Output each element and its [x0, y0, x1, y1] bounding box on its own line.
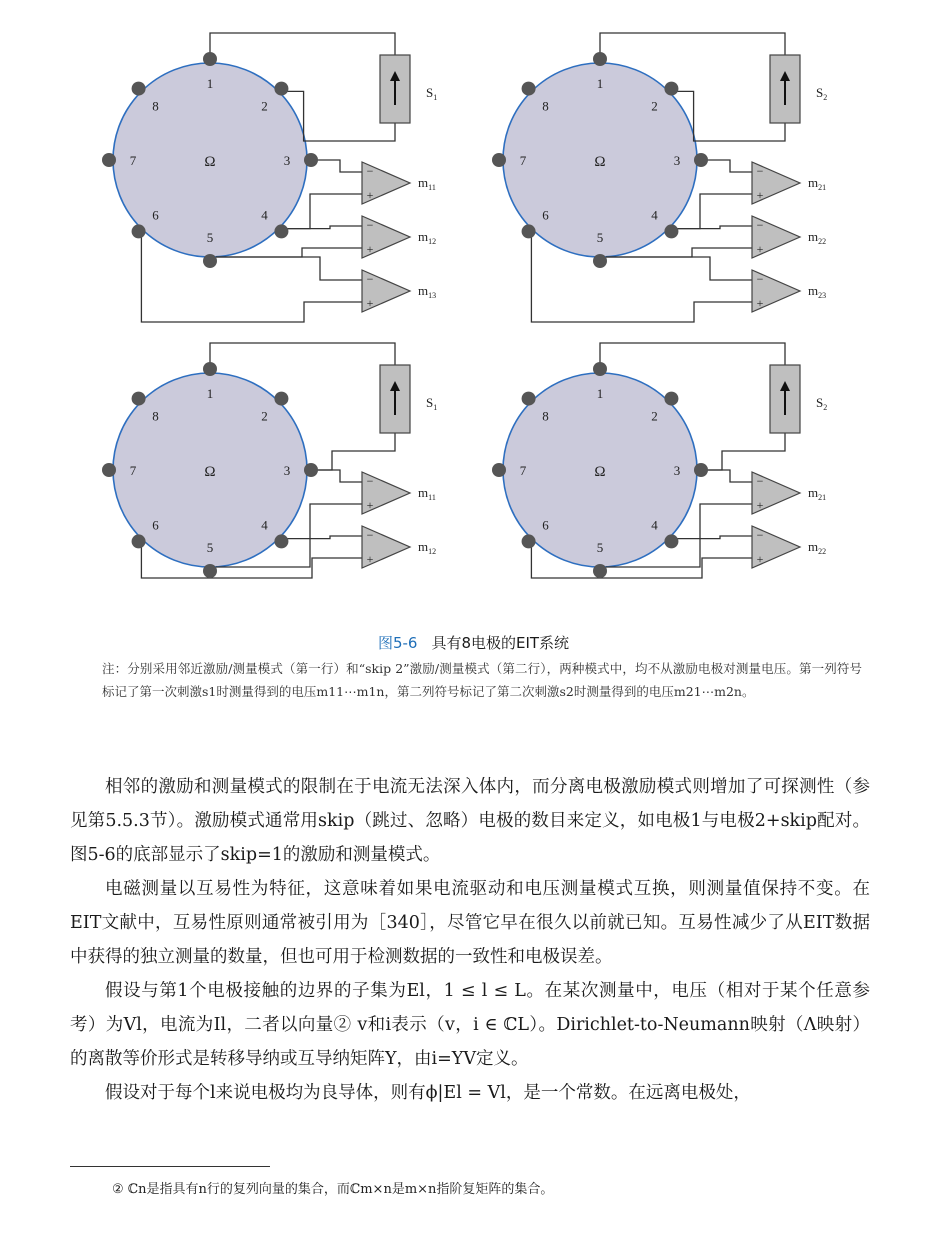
- amp-minus-wire: [606, 257, 752, 280]
- amp-plus: +: [756, 296, 764, 310]
- eit-panel-4: [492, 343, 827, 578]
- amp-minus-wire: [703, 160, 752, 172]
- electrode: [522, 82, 536, 96]
- amp-plus: +: [366, 188, 374, 202]
- measurement-label: $m_{11}$: [418, 175, 436, 192]
- electrode-label: 2: [261, 98, 268, 114]
- amplifier-1: [752, 472, 826, 514]
- measurement-label: $m_{13}$: [418, 283, 437, 300]
- electrode-label: 6: [152, 517, 159, 533]
- measurement-label: $m_{11}$: [418, 485, 436, 502]
- electrode: [102, 463, 116, 477]
- eit-panel-2: [492, 33, 827, 322]
- source-wire-top: [600, 33, 785, 63]
- electrode-label: 4: [651, 207, 658, 223]
- electrode: [132, 224, 146, 238]
- amplifier-2: [362, 216, 436, 258]
- amplifier-1: [362, 162, 436, 204]
- omega-label: Ω: [204, 154, 216, 170]
- electrode-label: 3: [283, 463, 291, 478]
- omega-label: Ω: [594, 464, 606, 480]
- electrode-label: 5: [596, 540, 604, 555]
- source-wire-top: [210, 343, 395, 373]
- electrode-label: 8: [152, 408, 159, 424]
- source-wire-bottom: [315, 433, 395, 470]
- electrode: [492, 153, 506, 167]
- amplifier-2: [752, 526, 826, 568]
- electrode-label: 1: [596, 386, 604, 401]
- paragraph-3: 假设与第1个电极接触的边界的子集为El，1 ≤ l ≤ L。在某次测量中，电压（相对于某个任意参考）为Vl，电流为Il，二者以向量② v和i表示（v，i ∈ ℂL）。Dirichlet-to-Neumann映射（Λ映射）的离散等价形式是转移导纳或互导纳矩阵Y，由i=YV定义。: [70, 981, 870, 1069]
- amp-minus: −: [366, 528, 374, 542]
- source-wire-top: [210, 33, 395, 63]
- electrode-label: 4: [651, 517, 658, 533]
- amp-minus: −: [756, 272, 764, 286]
- amp-minus: −: [756, 474, 764, 488]
- electrode: [132, 392, 146, 406]
- source-label: $S_1$: [426, 395, 438, 412]
- electrode-label: 6: [542, 207, 549, 223]
- amp-plus: +: [366, 552, 374, 566]
- figure-number: 图5-6: [377, 634, 418, 652]
- electrode: [522, 534, 536, 548]
- electrode: [203, 362, 217, 376]
- electrode-label: 8: [152, 98, 159, 114]
- electrode: [664, 392, 678, 406]
- omega-label: Ω: [594, 154, 606, 170]
- electrode-label: 8: [542, 408, 549, 424]
- amp-plus: +: [756, 242, 764, 256]
- electrode: [102, 153, 116, 167]
- electrode: [593, 564, 607, 578]
- amp-plus: +: [756, 188, 764, 202]
- amplifier-2: [752, 216, 826, 258]
- amplifier-1: [752, 162, 826, 204]
- electrode-label: 5: [596, 230, 604, 245]
- amp-minus: −: [756, 528, 764, 542]
- measurement-label: $m_{21}$: [808, 175, 827, 192]
- electrode-label: 4: [261, 517, 268, 533]
- measurement-label: $m_{12}$: [418, 229, 437, 246]
- measurement-label: $m_{22}$: [808, 229, 827, 246]
- amp-minus: −: [756, 218, 764, 232]
- measurement-label: $m_{12}$: [418, 539, 437, 556]
- electrode: [203, 564, 217, 578]
- electrode: [593, 254, 607, 268]
- amp-minus: −: [366, 272, 374, 286]
- electrode: [274, 82, 288, 96]
- source-wire-top: [600, 343, 785, 373]
- measurement-label: $m_{23}$: [808, 283, 827, 300]
- figure-caption: [0, 632, 947, 653]
- electrode-label: 1: [206, 76, 214, 91]
- electrode-label: 2: [261, 408, 268, 424]
- electrode: [492, 463, 506, 477]
- electrode: [274, 224, 288, 238]
- amp-minus-wire: [216, 257, 362, 280]
- eit-panel-3: [102, 343, 437, 578]
- amplifier-3: [752, 270, 826, 312]
- amplifier-3: [362, 270, 436, 312]
- amp-minus-wire: [285, 226, 362, 229]
- electrode-label: 6: [152, 207, 159, 223]
- electrode: [203, 254, 217, 268]
- amp-minus: −: [366, 164, 374, 178]
- electrode: [664, 82, 678, 96]
- electrode: [203, 52, 217, 66]
- paragraph-4: 假设对于每个l来说电极均为良导体，则有ϕ|El = Vl，是一个常数。在远离电极处，: [105, 1083, 751, 1103]
- electrode: [132, 534, 146, 548]
- electrode-label: 5: [206, 230, 214, 245]
- amp-minus-wire: [703, 470, 752, 482]
- electrode-label: 3: [283, 153, 291, 168]
- source-label: $S_2$: [816, 395, 828, 412]
- electrode-label: 3: [673, 463, 681, 478]
- electrode: [694, 153, 708, 167]
- electrode: [522, 224, 536, 238]
- electrode-label: 1: [206, 386, 214, 401]
- measurement-label: $m_{21}$: [808, 485, 827, 502]
- electrode-label: 4: [261, 207, 268, 223]
- amp-minus-wire: [285, 536, 362, 539]
- electrode: [132, 82, 146, 96]
- source-label: $S_2$: [816, 85, 828, 102]
- amp-plus: +: [756, 498, 764, 512]
- amp-plus: +: [366, 296, 374, 310]
- electrode-label: 3: [673, 153, 681, 168]
- amp-minus-wire: [675, 536, 752, 539]
- electrode-label: 7: [129, 153, 137, 168]
- electrode-label: 2: [651, 98, 658, 114]
- electrode-label: 8: [542, 98, 549, 114]
- electrode: [664, 534, 678, 548]
- amp-plus: +: [366, 498, 374, 512]
- source-label: $S_1$: [426, 85, 438, 102]
- amplifier-2: [362, 526, 436, 568]
- electrode: [694, 463, 708, 477]
- electrode-label: 1: [596, 76, 604, 91]
- omega-label: Ω: [204, 464, 216, 480]
- paragraph-2: 电磁测量以互易性为特征，这意味着如果电流驱动和电压测量模式互换，则测量值保持不变。在EIT文献中，互易性原则通常被引用为［340］，尽管它早在很久以前就已知。互易性减少了从EIT数据中获得的独立测量的数量，但也可用于检测数据的一致性和电极误差。: [70, 879, 870, 967]
- amp-minus: −: [366, 218, 374, 232]
- amp-minus-wire: [313, 470, 362, 482]
- electrode: [274, 392, 288, 406]
- amp-plus: +: [756, 552, 764, 566]
- eit-panel-1: [102, 33, 437, 322]
- footnote-rule: [70, 1166, 270, 1167]
- electrode: [274, 534, 288, 548]
- footnote: ② ℂn是指具有n行的复列向量的集合，而ℂm×n是m×n指阶复矩阵的集合。: [112, 1182, 554, 1197]
- amp-plus: +: [366, 242, 374, 256]
- electrode: [304, 463, 318, 477]
- electrode-label: 6: [542, 517, 549, 533]
- electrode: [593, 52, 607, 66]
- measurement-label: $m_{22}$: [808, 539, 827, 556]
- electrode-label: 5: [206, 540, 214, 555]
- electrode: [304, 153, 318, 167]
- electrode-label: 7: [129, 463, 137, 478]
- body-text: [70, 770, 870, 1110]
- electrode-label: 2: [651, 408, 658, 424]
- amplifier-1: [362, 472, 436, 514]
- source-wire-bottom: [705, 433, 785, 470]
- electrode-label: 7: [519, 463, 527, 478]
- amp-minus: −: [756, 164, 764, 178]
- electrode: [664, 224, 678, 238]
- amp-minus: −: [366, 474, 374, 488]
- figure-title: 具有8电极的EIT系统: [431, 634, 570, 652]
- paragraph-1: 相邻的激励和测量模式的限制在于电流无法深入体内，而分离电极激励模式则增加了可探测性（参见第5.5.3节）。激励模式通常用skip（跳过、忽略）电极的数目来定义，如电极1与电极2+skip配对。图5-6的底部显示了skip=1的激励和测量模式。: [70, 777, 870, 865]
- electrode-label: 7: [519, 153, 527, 168]
- figure-note: 注：分别采用邻近激励/测量模式（第一行）和“skip 2”激励/测量模式（第二行），两种模式中，均不从激励电极对测量电压。第一列符号标记了第一次刺激s1时测量得到的电压m11⋯m1n，第二列符号标记了第二次刺激s2时测量得到的电压m21⋯m2n。: [102, 661, 862, 699]
- electrode: [522, 392, 536, 406]
- electrode: [593, 362, 607, 376]
- amp-minus-wire: [313, 160, 362, 172]
- amp-minus-wire: [675, 226, 752, 229]
